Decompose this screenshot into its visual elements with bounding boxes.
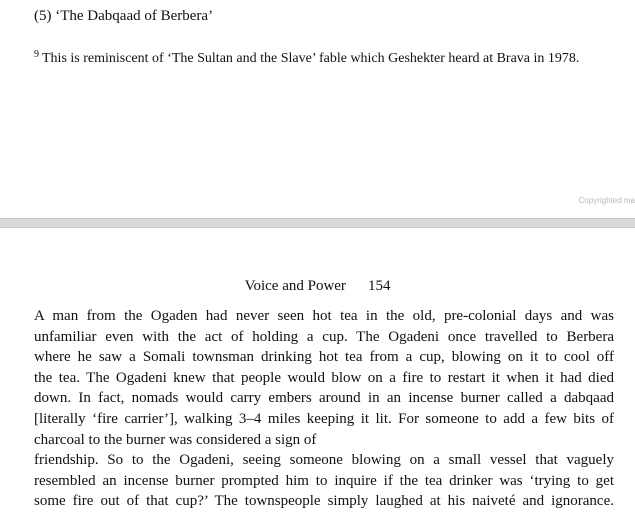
text-line: friendship. So to the Ogadeni, seeing someone blowing on a small vessel that vaguely (34, 452, 614, 469)
text-line: down. In fact, nomads would carry embers around in an incense burner called a dabqaad (34, 390, 614, 407)
text-line: where he saw a Somali townsman drinking hot tea from a cup, blowing on it to cool off (34, 349, 614, 366)
upper-page (0, 0, 635, 218)
page-separator (0, 218, 635, 228)
text-line: charcoal to the burner was considered a sign of (34, 431, 317, 448)
section-heading: (5) ‘The Dabqaad of Berbera’ (34, 8, 214, 24)
text-line: the tea. The Ogadeni knew that people would blow on a fire to restart it when it had died (34, 369, 614, 386)
body-paragraph (34, 306, 614, 512)
footnote (34, 49, 579, 67)
text-line: A man from the Ogaden had never seen hot tea in the old, pre-colonial days and was (34, 308, 614, 324)
footnote-number: 9 (34, 49, 39, 60)
running-title: Voice and Power (244, 278, 346, 294)
lower-page (0, 228, 635, 511)
running-header (0, 278, 635, 295)
text-line: [literally ‘fire carrier’], walking 3–4 miles keeping it lit. For someone to add a few bits of (34, 410, 614, 427)
copyright-watermark: Copyrighted ma (578, 196, 635, 205)
footnote-text: This is reminiscent of ‘The Sultan and the Slave’ fable which Geshekter heard at Brava in 1978. (42, 51, 580, 66)
text-line: some fire out of that cup?’ The townspeople simply laughed at his naiveté and ignorance. (34, 493, 614, 510)
text-line: resembled an incense burner prompted him to inquire if the tea drinker was ‘trying to get (34, 472, 614, 489)
text-line: unfamiliar even with the act of holding a cup. The Ogadeni once travelled to Berbera (34, 328, 614, 345)
page-number: 154 (367, 278, 391, 294)
